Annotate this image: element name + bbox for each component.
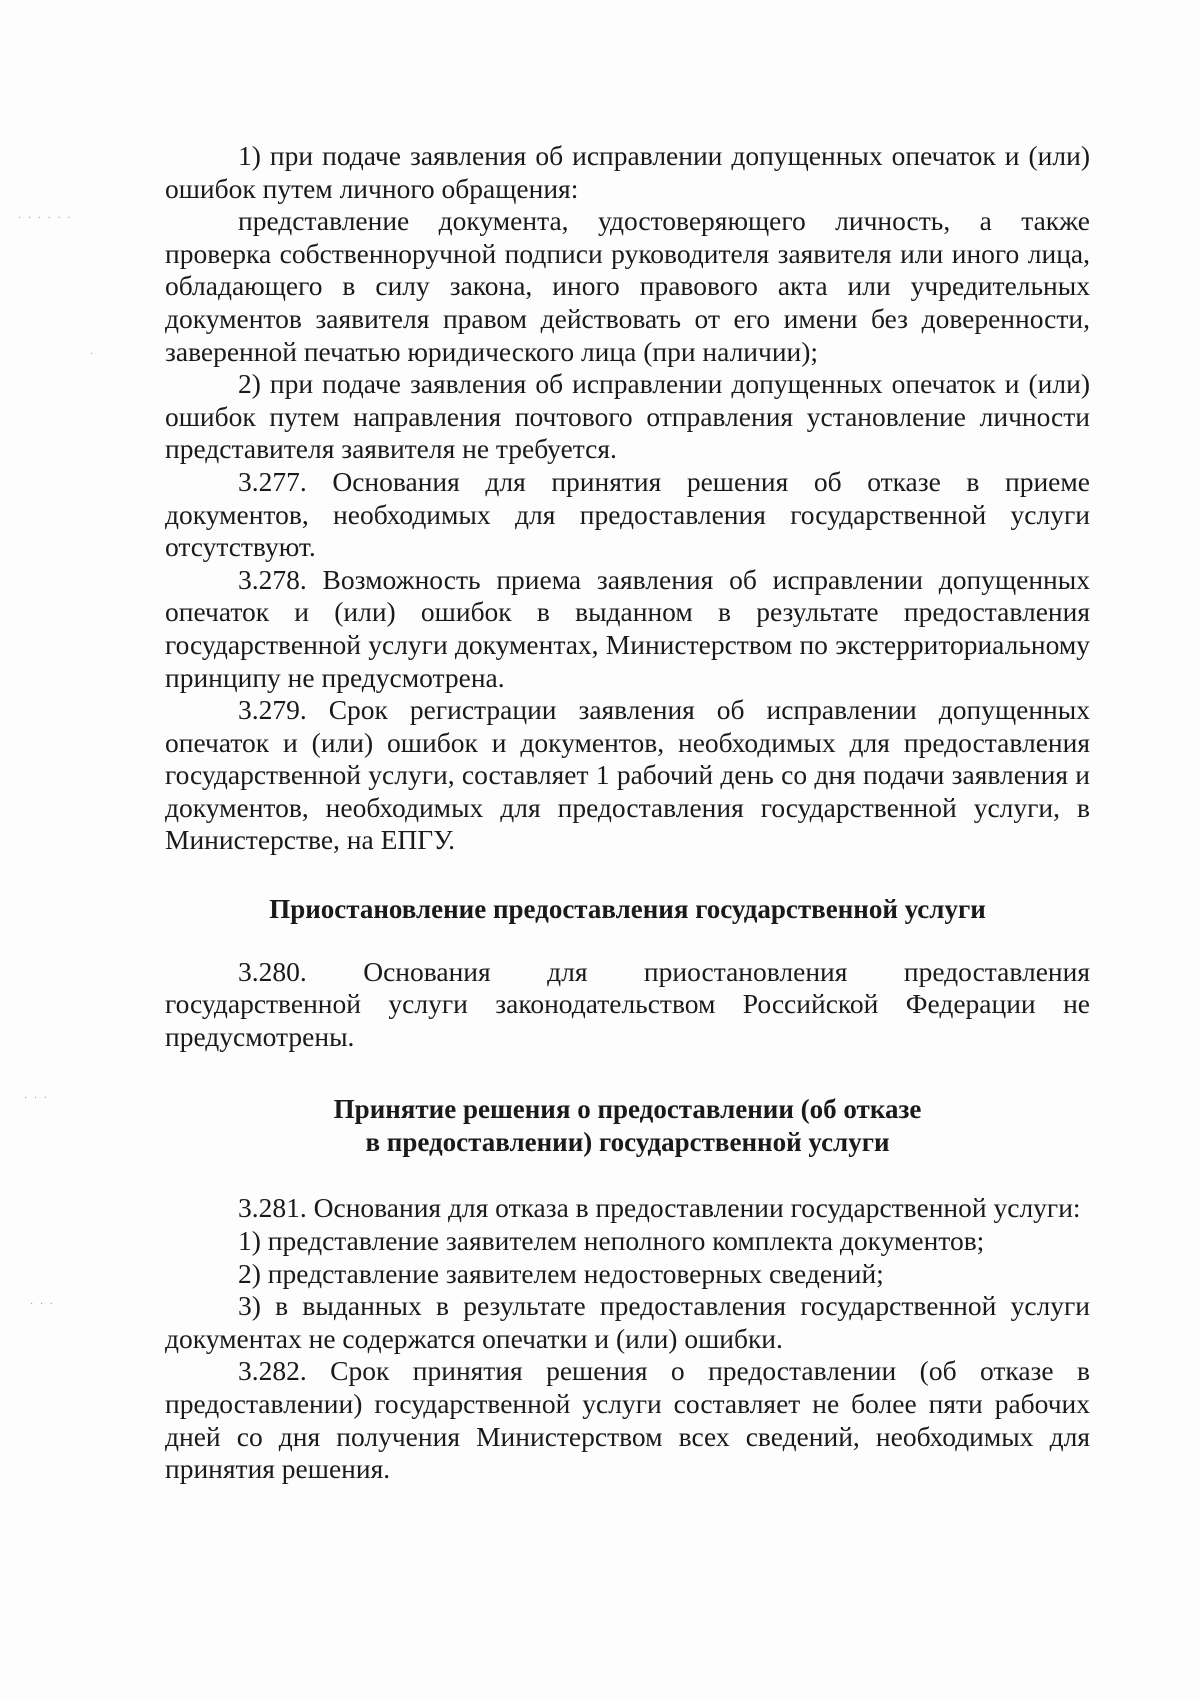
paragraph-3-278: 3.278. Возможность приема заявления об исправлении допущенных опечаток и (или) ошибок в выданном в результате предоставления государственной услуги документах, Министерством по экстерриториальному принципу не предусмотрена. bbox=[165, 563, 1090, 693]
section-heading-decision-line1: Принятие решения о предоставлении (об отказе bbox=[333, 1094, 922, 1125]
paragraph-3-279: 3.279. Срок регистрации заявления об исправлении допущенных опечаток и (или) ошибок и документов, необходимых для предоставления государственной услуги, составляет 1 рабочий день со дня подачи заявления и документов, необходимых для предоставления государственной услуги, в Министерстве, на ЕПГУ. bbox=[165, 694, 1090, 856]
section-heading-suspension: Приостановление предоставления государственной услуги bbox=[269, 894, 986, 925]
list-item-no-errors: 3) в выданных в результате предоставления государственной услуги документах не содержатся опечатки и (или) ошибки. bbox=[165, 1290, 1090, 1354]
paragraph-personal-appeal: 1) при подаче заявления об исправлении допущенных опечаток и (или) ошибок путем личного обращения: bbox=[165, 140, 1090, 204]
paragraph-3-282: 3.282. Срок принятия решения о предоставлении (об отказе в предоставлении) государственной услуги составляет не более пяти рабочих дней со дня получения Министерством всех сведений, необходимых для принятия решения. bbox=[165, 1355, 1090, 1485]
document-body bbox=[165, 140, 1090, 1486]
list-item-incomplete-docs: 1) представление заявителем неполного комплекта документов; bbox=[238, 1224, 985, 1256]
scan-speck: · · · bbox=[30, 1299, 55, 1310]
paragraph-postal-submission: 2) при подаче заявления об исправлении допущенных опечаток и (или) ошибок путем направления почтового отправления установление личности представителя заявителя не требуется. bbox=[165, 368, 1090, 465]
paragraph-3-280: 3.280. Основания для приостановления предоставления государственной услуги законодательством Российской Федерации не предусмотрены. bbox=[165, 955, 1090, 1052]
paragraph-3-277: 3.277. Основания для принятия решения об отказе в приеме документов, необходимых для предоставления государственной услуги отсутствуют. bbox=[165, 465, 1090, 563]
scan-speck: · · · · · · bbox=[18, 213, 73, 224]
section-heading-decision-line2: в предоставлении) государственной услуги bbox=[365, 1126, 890, 1157]
scan-speck: · bbox=[90, 349, 96, 360]
paragraph-identity-check: представление документа, удостоверяющего личность, а также проверка собственноручной подписи руководителя заявителя или иного лица, обладающего в силу закона, иного правового акта или учредительных документов заявителя правом действовать от его имени без доверенности, заверенной печатью юридического лица (при наличии); bbox=[165, 205, 1090, 367]
paragraph-3-281: 3.281. Основания для отказа в предоставлении государственной услуги: bbox=[238, 1192, 1081, 1224]
scan-speck: · · · bbox=[24, 1093, 49, 1104]
list-item-unreliable-info: 2) представление заявителем недостоверных сведений; bbox=[238, 1257, 884, 1289]
